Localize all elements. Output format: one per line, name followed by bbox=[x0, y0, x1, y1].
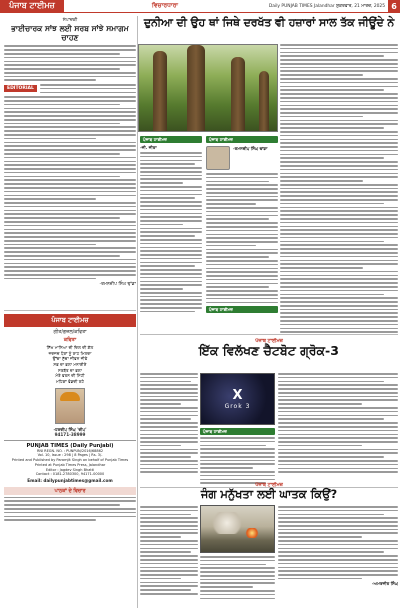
grok-kicker: ਪੰਜਾਬ ਟਾਈਮਜ਼ bbox=[255, 339, 283, 344]
war-kicker: ਪੰਜਾਬ ਟਾਈਮਜ਼ bbox=[255, 483, 283, 488]
newspaper-logo: ਪੰਜਾਬ ਟਾਈਮਜ਼ bbox=[0, 0, 64, 13]
left-box-subheader: ਗੀਤ/ਗਜ਼ਲ/ਕਵਿਤਾ bbox=[53, 330, 87, 335]
poet-name: -ਹਰਦੀਪ ਸਿੰਘ 'ਦੀਪ' bbox=[53, 426, 87, 432]
grok-title: ਇੱਕ ਵਿਲੱਖਣ ਚੈਟਬੋਟ ਗ੍ਰੋਕ-3 bbox=[199, 343, 339, 358]
war-text-col-1 bbox=[140, 506, 198, 608]
war-photo bbox=[200, 505, 275, 553]
poet-phone: 94171-38999 bbox=[54, 431, 86, 437]
main-headline: ਦੁਨੀਆ ਦੀ ਉਹ ਥਾਂ ਜਿਥੇ ਦਰਖੱਤ ਵੀ ਹਜ਼ਾਰਾਂ ਸਾਲ ਤੱਕ ਜੀਊਂਦੇ ਨੇ bbox=[143, 16, 395, 29]
war-text-col-2 bbox=[200, 556, 275, 608]
grok-text-col-3 bbox=[278, 373, 398, 485]
grok-text-col-2 bbox=[200, 428, 275, 486]
editorial-badge: EDITORIAL bbox=[4, 85, 37, 92]
editorial-body bbox=[4, 45, 136, 81]
masthead-bar bbox=[0, 0, 400, 13]
left-lower-column bbox=[4, 314, 136, 608]
grok-logo-image: X Grok 3 bbox=[200, 373, 275, 425]
imprint-title: PUNJAB TIMES (Daily Punjabi) bbox=[26, 442, 114, 449]
war-header bbox=[140, 482, 398, 506]
main-article-byline: -ਰਮਨਦੀਪ ਸਿੰਘ ਢਾਂਡਾ bbox=[233, 146, 268, 151]
x-logo-icon: X bbox=[232, 388, 243, 403]
poem-heading: ਕਵਿਤਾ bbox=[63, 338, 77, 343]
imprint-box bbox=[4, 440, 136, 484]
section-title: ਵਿਚਾਰਧਾਰਾ bbox=[151, 2, 179, 9]
main-article-tag: ਪੰਜਾਬ ਟਾਈਮਜ਼ bbox=[206, 136, 278, 143]
main-article-col-1 bbox=[140, 136, 202, 332]
poet-photo bbox=[55, 388, 85, 424]
left-box-header: ਪੰਜਾਬ ਟਾਈਮਜ਼ bbox=[4, 314, 136, 327]
page-number: 6 bbox=[388, 0, 400, 13]
editorial-signature: -ਰਮਨਦੀਪ ਸਿੰਘ ਢਾਂਡਾ bbox=[99, 282, 136, 288]
imprint-email: Email: dailypunjabtimes@gmail.com bbox=[27, 478, 113, 484]
editorial-column bbox=[4, 17, 136, 307]
grok-text-col-1 bbox=[140, 373, 198, 485]
war-title: ਜੰਗ ਮਨੁੱਖਤਾ ਲਈ ਘਾਤਕ ਕਿਉਂ? bbox=[200, 487, 338, 501]
main-article-byline: -ਜੀ. ਜੀਤਾ bbox=[140, 145, 157, 150]
main-article-tag: ਪੰਜਾਬ ਟਾਈਮਜ਼ bbox=[140, 136, 202, 143]
grok-tag: ਪੰਜਾਬ ਟਾਈਮਜ਼ bbox=[200, 428, 275, 435]
grok-header bbox=[140, 338, 398, 370]
war-text-col-3 bbox=[278, 506, 398, 608]
main-article-tag: ਪੰਜਾਬ ਟਾਈਮਜ਼ bbox=[206, 306, 278, 313]
editorial-kicker: ਸੰਪਾਦਕੀ bbox=[62, 18, 78, 23]
issue-date: Daily PUNJAB TIMES Jalandhar ਸ਼ੁਕਰਵਾਰ, 21 ਮਾਰਚ, 2025 bbox=[268, 4, 385, 9]
poem-text: ਸਿੱਖ ਮਾਨਿਆ ਦੀ ਦਿਲ ਦੀ ਗੱਲ ਜਦਜਦ ਪੈਰਾਂ ਨੂੰ ਰਾਹ ਮਿਲਦਾ ਉੱਚਾ ਸੁੱਚਾ ਜੀਵਨ ਜੀਵੇ ਸਭ ਦਾ ਭਲਾ ਮਨਾਈਏ ਸਰਬੱਤ ਦਾ ਭਲਾ ਮੇਰੇ ਵਤਨ ਦੀ ਮਿੱਟੀ ਮਹਿਕਾਂ ਵੰਡਦੀ ਰਹੇ bbox=[46, 345, 94, 385]
main-article-col-right bbox=[280, 44, 398, 334]
war-byline: -ਅਮਰਜੀਤ ਸਿੰਘ bbox=[371, 581, 398, 587]
forest-photo bbox=[138, 44, 278, 132]
main-article-col-2 bbox=[206, 136, 278, 332]
editorial-title: ਭਾਈਚਾਰਕ ਸਾਂਝ ਲਈ ਸਰਬ ਸਾਂਝੇ ਸਮਾਗਮ ਚਾਹਣ bbox=[11, 24, 129, 42]
imprint-text: RNI REGN. NO. : PUNPUN/2016/68862 Vol. 10, Issue : 298 | 8 Pages | Rs. 3/- Printed and Published by Paramjit Singh on behalf of Punjab Times Printed at Punjab Times Press, Jalandhar Editor : Jagdev Singh Bhatti Contact : 0181-2780300, 94171-00000 Email: dailypunjabtimes@gmail.com bbox=[4, 449, 136, 484]
author-photo bbox=[206, 146, 230, 170]
readers-heading: ਪਾਠਕਾਂ ਦੇ ਵਿਚਾਰ bbox=[4, 487, 136, 495]
